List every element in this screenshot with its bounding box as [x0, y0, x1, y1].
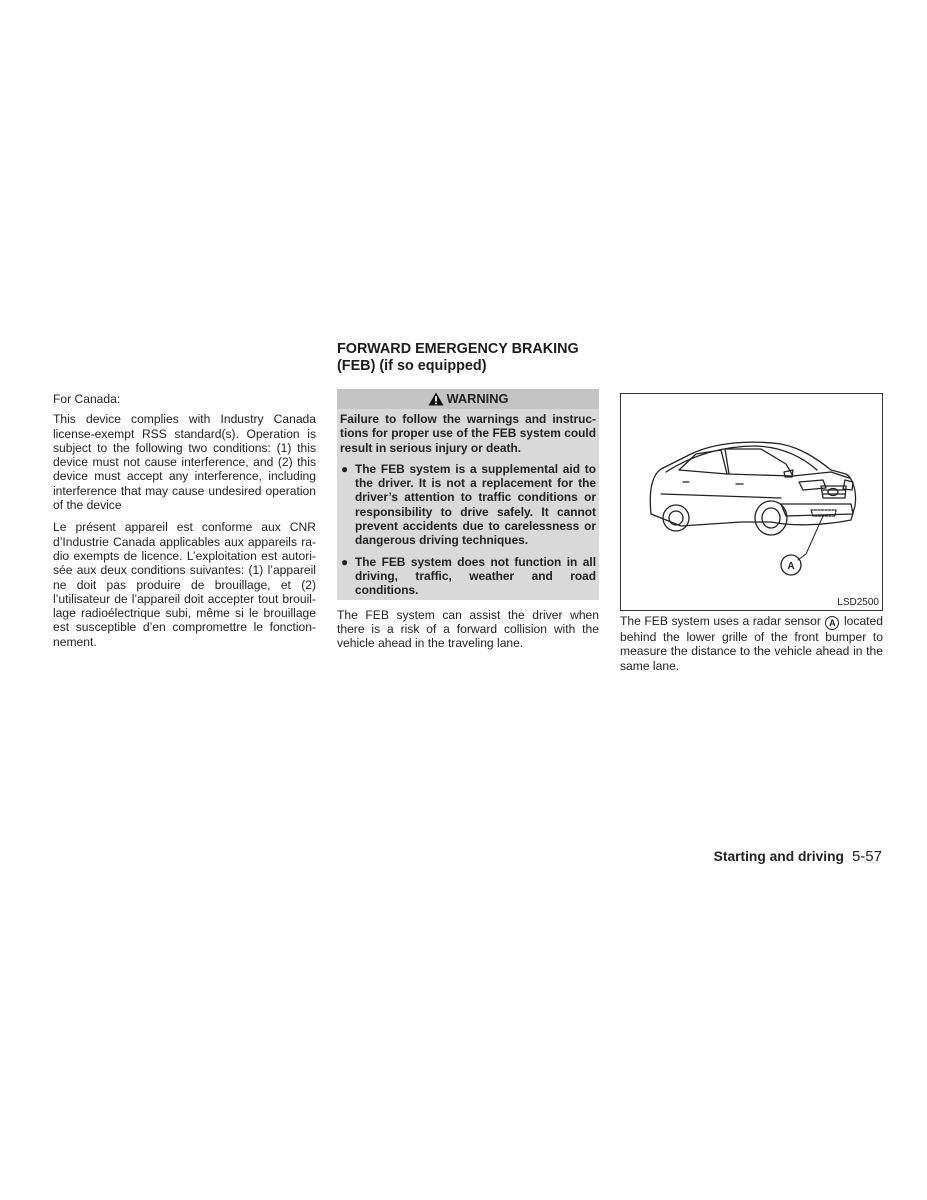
- section-title-line1: FORWARD EMERGENCY BRAKING: [337, 341, 579, 357]
- page-footer: [714, 848, 882, 865]
- car-figure: [620, 393, 883, 611]
- warning-body: [337, 412, 599, 600]
- bullet-icon: ●: [341, 461, 349, 476]
- warning-title: WARNING: [446, 390, 509, 406]
- compliance-paragraph-english: This device complies with Industry Canada license-exempt RSS standard(s). Operation is subject to the following two conditions: (1) this device must not cause interference, and (2) this device must accept any interference, including interference that may cause undesired operation of the device: [53, 412, 316, 513]
- warning-bullet-item: [340, 462, 596, 548]
- sensor-text-before: The FEB system uses a radar sensor: [620, 614, 821, 628]
- middle-column: [337, 341, 599, 658]
- bullet-icon: ●: [341, 554, 349, 569]
- sensor-text-after: located behind the lower grille of the front bumper to measure the distance to the vehicle ahead in the same lane.: [620, 614, 883, 673]
- canada-label: For Canada:: [53, 392, 121, 406]
- right-column: [620, 393, 883, 681]
- warning-header: [337, 389, 599, 409]
- warning-bullet-item: [340, 555, 596, 598]
- warning-triangle-icon: [428, 392, 444, 406]
- feb-description: The FEB system can assist the driver when there is a risk of a forward collision with the vehicle ahead in the traveling lane.: [337, 607, 599, 651]
- warning-intro: Failure to follow the warnings and instructions for proper use of the FEB system could result in serious injury or death.: [340, 412, 596, 455]
- warning-bullet-text: The FEB system does not function in all driving, traffic, weather and road conditions.: [355, 554, 596, 598]
- warning-bullet-text: The FEB system is a supplemental aid to the driver. It is not a replacement for the driver’s attention to traffic conditions or responsibility to drive safely. It cannot prevent accidents due to carelessness or dangerous driving techniques.: [355, 461, 596, 548]
- sensor-callout-a: A: [825, 616, 839, 630]
- warning-bullet-list: [340, 462, 596, 598]
- compliance-paragraph-french: Le présent appareil est conforme aux CNR d’Industrie Canada applicables aux appareils radio exempts de licence. L’exploitation est autorisée aux deux conditions suivantes: (1) l’appareil ne doit pas produire de brouillage, et (2) l’utilisateur de l’appareil doit accepter tout brouillage radioélectrique subi, même si le brouillage est susceptible d’en compromettre le fonctionnement.: [53, 520, 316, 649]
- page-number: 5-57: [851, 848, 882, 865]
- car-illustration: [621, 394, 882, 610]
- left-column: [53, 392, 316, 657]
- section-title-line2: (FEB) (if so equipped): [337, 357, 487, 374]
- sensor-description: [620, 614, 883, 673]
- figure-code: LSD2500: [837, 597, 879, 608]
- section-title: [337, 341, 599, 374]
- warning-box: [337, 389, 599, 600]
- footer-section-title: Starting and driving: [713, 849, 844, 864]
- figure-callout-a: A: [787, 561, 795, 572]
